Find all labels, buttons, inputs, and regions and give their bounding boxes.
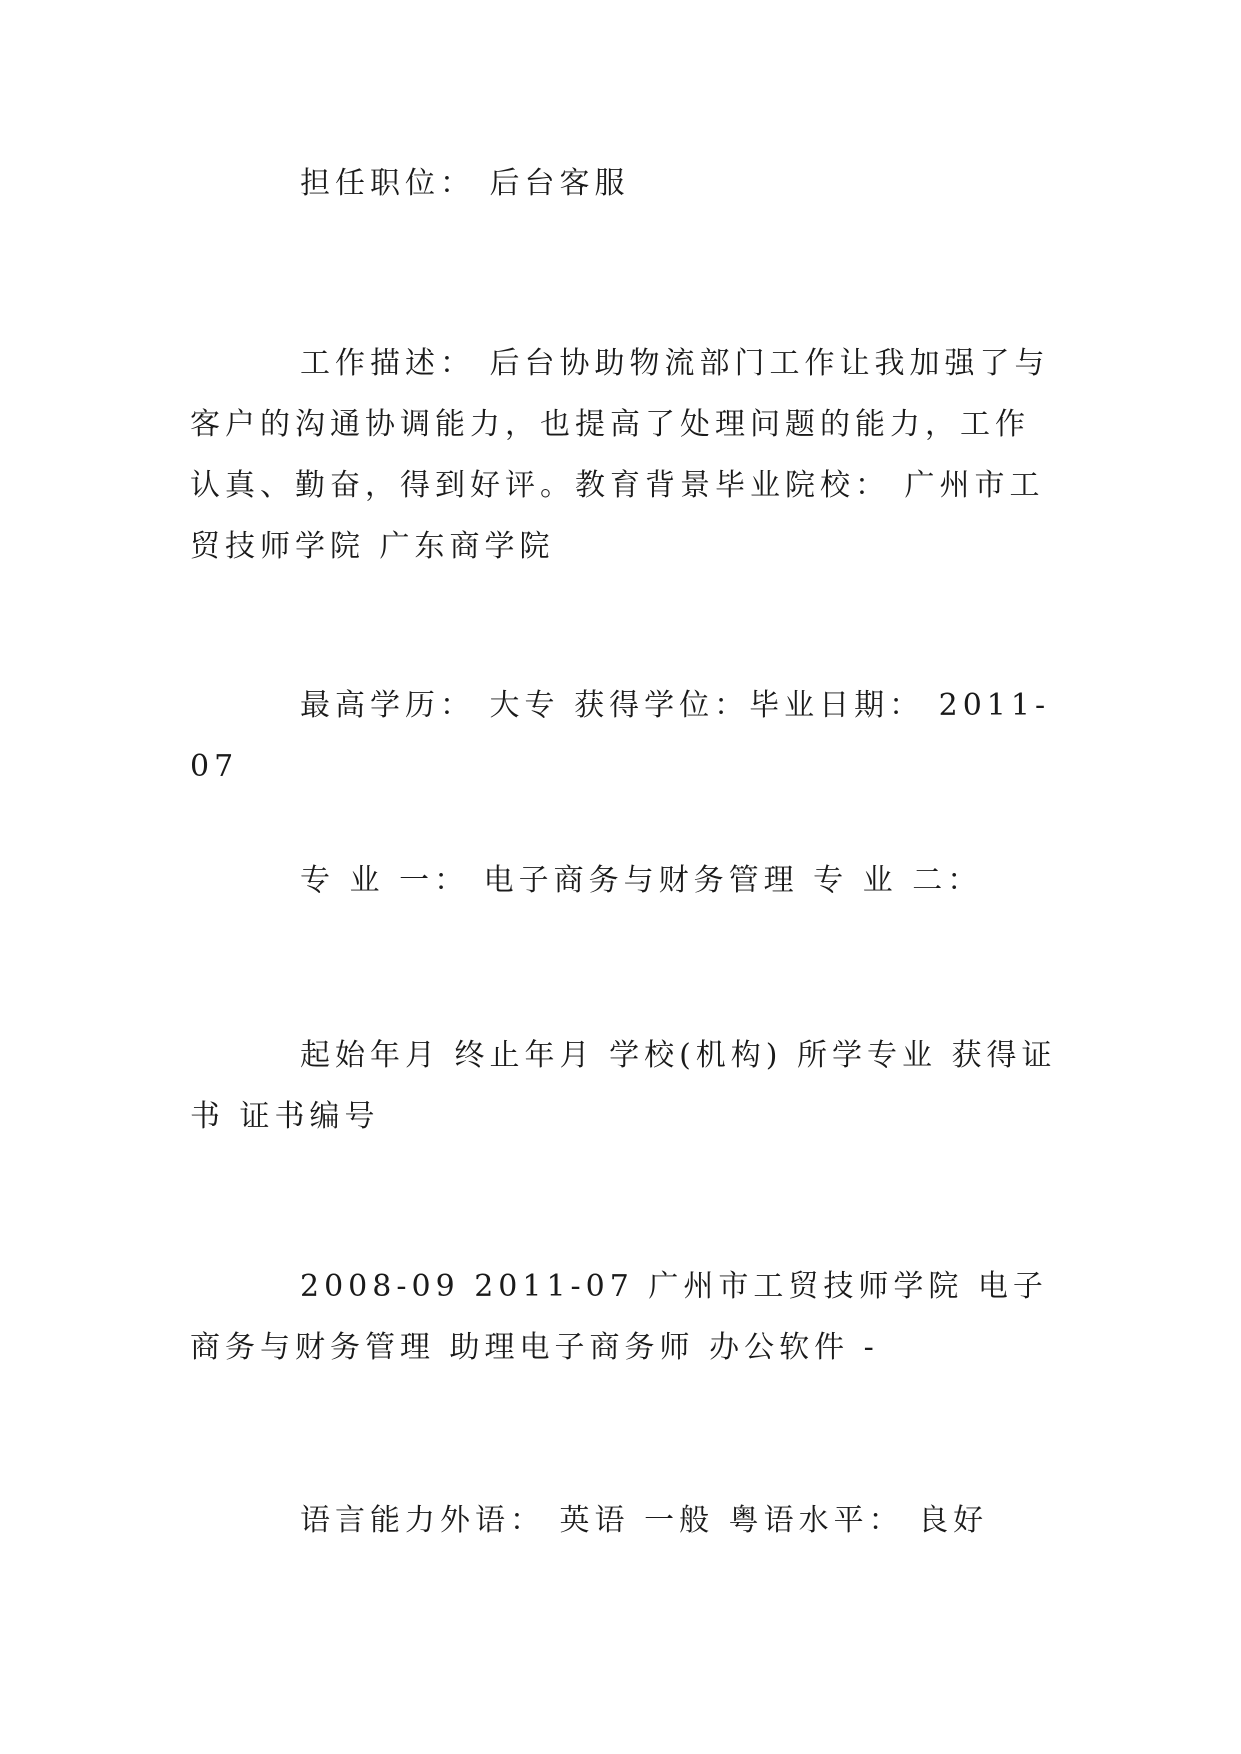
major-paragraph: 专 业 一： 电子商务与财务管理 专 业 二： [300, 863, 983, 898]
language-ability-paragraph: 语言能力外语： 英语 一般 粤语水平： 良好 [300, 1503, 989, 1538]
education-table-header-paragraph: 起始年月 终止年月 学校(机构) 所学专业 获得证书 证书编号 [190, 1038, 1057, 1134]
position-paragraph: 担任职位： 后台客服 [300, 166, 630, 201]
education-level-paragraph: 最高学历： 大专 获得学位：毕业日期： 2011-07 [190, 688, 1051, 784]
education-record-paragraph: 2008-09 2011-07 广州市工贸技师学院 电子商务与财务管理 助理电子商务师 办公软件 - [190, 1269, 1048, 1365]
job-description-paragraph: 工作描述： 后台协助物流部门工作让我加强了与客户的沟通协调能力，也提高了处理问题的能力，工作认真、勤奋，得到好评。教育背景毕业院校： 广州市工贸技师学院 广东商学院 [190, 346, 1050, 564]
